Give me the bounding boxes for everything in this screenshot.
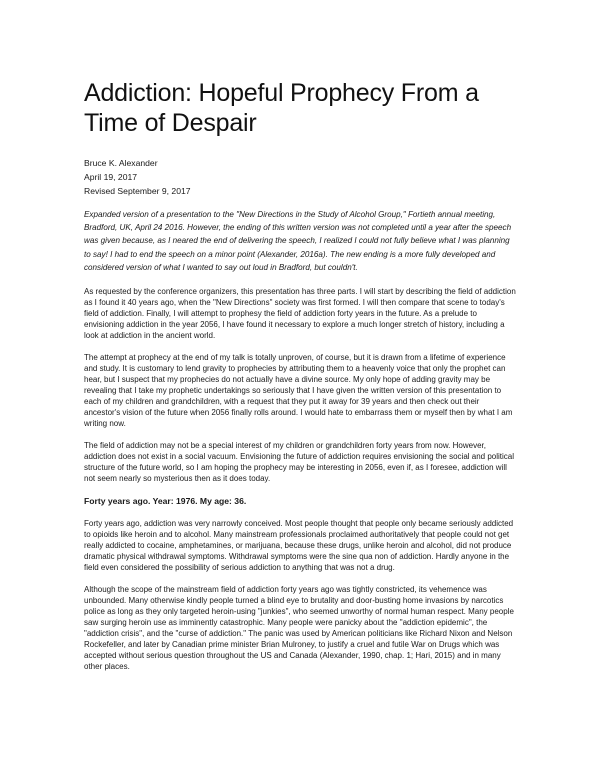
- body-paragraph: Although the scope of the mainstream field of addiction forty years ago was tightly constricted, its vehemence was unbounded. Many otherwise kindly people turned a blind eye to brutality and door-busting home invasions by narcotics police as long as they only targeted heroin-using "junkies", who seemed unworthy of normal human respect. Many people saw surging heroin use as imminently catastrophic. Many people were panicky about the "addiction epidemic", the "addiction crisis", and the "curse of addiction." The panic was used by American politicians like Richard Nixon and Nelson Rockefeller, and later by Canadian prime minister Brian Mulroney, to justify a cruel and futile War on Drugs which was accepted without serious question throughout the US and Canada (Alexander, 1990, chap. 1; Hari, 2015) and in many other places.: [84, 585, 514, 672]
- body-paragraph: The attempt at prophecy at the end of my talk is totally unproven, of course, but it is drawn from a lifetime of experience and study. It is customary to lend gravity to prophecies by attributing them to a heavenly voice that only the prophet can hear, but I suspect that my prophecies do not actually have a divine source. My only hope of adding gravity may be revealing that I take my prophetic undertakings so seriously that I have given the written version of this presentation to each of my children and grandchildren, with a request that they put it away for 39 years and then check out their ancestor's vision of the future when 2056 finally rolls around. I would hate to embarrass them or myself then by what I am writing now.: [84, 353, 513, 429]
- author-name: Bruce K. Alexander: [84, 158, 158, 168]
- intro-note: Expanded version of a presentation to the "New Directions in the Study of Alcohol Group," Fortieth annual meeting, Bradford, UK, April 24 2016. However, the ending of this written version was not completed until a year after the speech was given because, as I neared the end of delivering the speech, I realized I could not fully believe what I was planning to say! I had to end the speech on a minor point (Alexander, 2016a). The new ending is a more fully developed and considered version of what I wanted to say out loud in Bradford, but couldn't.: [84, 210, 512, 272]
- body-paragraph: Forty years ago, addiction was very narrowly conceived. Most people thought that people only became seriously addicted to opioids like heroin and to alcohol. Many mainstream professionals proclaimed authoritatively that people could not get really addicted to cocaine, amphetamines, or marijuana, because these drugs, unlike heroin and alcohol, did not produce dramatic physical withdrawal symptoms. Withdrawal symptoms were the sine qua non of addiction. Hardly anyone in the field even considered the possibility of serious addiction to anything that was not a drug.: [84, 519, 514, 573]
- document-date: April 19, 2017: [84, 172, 138, 182]
- revised-date: Revised September 9, 2017: [84, 186, 191, 196]
- section-heading: Forty years ago. Year: 1976. My age: 36.: [84, 496, 247, 507]
- body-paragraph: As requested by the conference organizers, this presentation has three parts. I will start by describing the field of addiction as I found it 40 years ago, when the "New Directions" society was first formed. I will then compare that scene to today's field of addiction. Finally, I will attempt to prophesy the field of addiction forty years in the future. As a prelude to envisioning addiction in the year 2056, I have found it necessary to explore a much longer stretch of history, including a look at addiction in the ancient world.: [84, 287, 516, 341]
- body-paragraph: The field of addiction may not be a special interest of my children or grandchildren forty years from now. However, addiction does not exist in a social vacuum. Envisioning the future of addiction requires envisioning the social and political structure of the future world, so I am hoping the prophecy may be interesting in 2056, even if, as I foresee, addiction will not seem nearly so mysterious then as it does today.: [84, 441, 515, 484]
- document-meta: [84, 156, 516, 198]
- document-title: Addiction: Hopeful Prophecy From a Time of Despair: [84, 79, 479, 137]
